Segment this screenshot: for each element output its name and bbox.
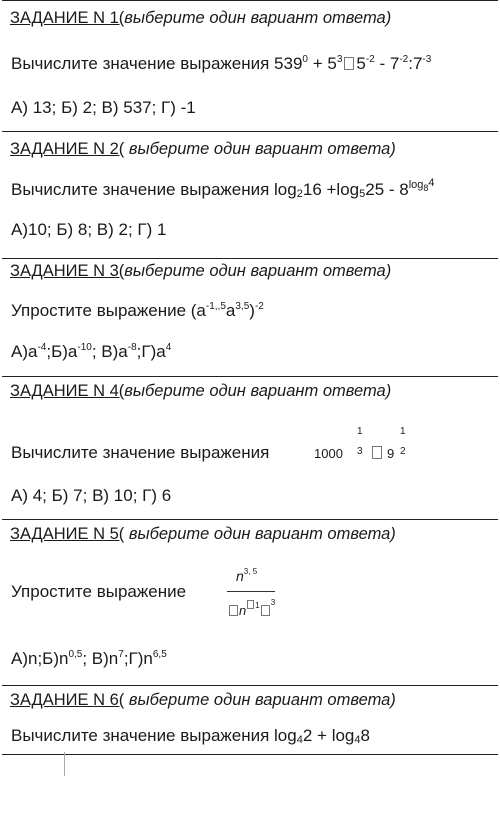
- fraction-bar: [227, 591, 275, 592]
- task-4-frac2-num: 1: [400, 426, 406, 437]
- missing-glyph-icon: [229, 605, 238, 616]
- missing-glyph-icon: [344, 57, 354, 70]
- task-2-answers: А)10; Б) 8; В) 2; Г) 1: [11, 220, 167, 239]
- task-1-title: ЗАДАНИЕ N 1(: [10, 9, 125, 27]
- task-5-answers: $А)n;Б)n^{0,5}$; $В)n^7;Г)n^{6,5}$: [11, 649, 167, 668]
- task-4-number-1000: 1000: [314, 446, 343, 461]
- task-2: [2, 131, 498, 258]
- task-4-frac1-num: 1: [357, 426, 363, 437]
- task-4-number-9: 9: [387, 446, 395, 461]
- task-1-hint: выберите один вариант ответа): [124, 9, 392, 27]
- task-2-title: ЗАДАНИЕ N 2(: [10, 140, 125, 158]
- task-4-title: ЗАДАНИЕ N 4(: [10, 382, 125, 400]
- task-1-answers: А) 13; Б) 2; В) 537; Г) -1: [11, 98, 196, 117]
- task-4-hint: выберите один вариант ответа): [124, 382, 392, 400]
- task-3-title: ЗАДАНИЕ N 3(: [10, 262, 125, 280]
- task-4: [2, 376, 498, 519]
- missing-glyph-icon: [372, 446, 382, 459]
- task-3-expression: Упростите выражение $(a^{-1,,5}a^{3,5})^{-2}$: [11, 301, 264, 320]
- task-6: [2, 685, 498, 755]
- task-6-hint: выберите один вариант ответа): [124, 691, 396, 709]
- task-5-fraction-denominator: n $^1$ $^3$: [229, 600, 275, 618]
- task-1-expression: Вычислите значение выражения $539^0 + 5^3$ $5^{-2}$ - $7^{-2}:7^{-3}$: [11, 54, 432, 73]
- task-6-header: [10, 691, 396, 710]
- task-4-expression: Вычислите значение выражения: [11, 443, 270, 462]
- task-5-fraction-numerator: $n^{3, 5}$: [236, 567, 258, 584]
- task-3: [2, 258, 498, 376]
- missing-glyph-icon: [261, 605, 270, 616]
- task-4-frac1-den: 3: [357, 446, 363, 457]
- task-2-hint: выберите один вариант ответа): [124, 140, 396, 158]
- task-5-hint: выберите один вариант ответа): [124, 525, 396, 543]
- task-5-expression: Упростите выражение: [11, 582, 187, 601]
- task-6-title: ЗАДАНИЕ N 6(: [10, 691, 125, 709]
- task-4-answers: А) 4; Б) 7; В) 10; Г) 6: [11, 486, 172, 505]
- task-6-expression: Вычислите значение выражения $\log_42 + \log_48$: [11, 726, 370, 746]
- task-2-expression: Вычислите значение выражения $\log_216 +\log_525 - 8^{log_84}$: [11, 177, 435, 200]
- task-1: [2, 0, 498, 131]
- task-1-header: [10, 9, 391, 28]
- task-5: [2, 519, 498, 685]
- task-4-frac2-den: 2: [400, 446, 406, 457]
- task-3-header: [10, 262, 391, 281]
- text-cursor: [64, 752, 65, 776]
- task-3-answers: $А)a^{-4};Б)a^{-10}$; $В)a^{-8};Г)a^4$: [11, 342, 172, 361]
- task-2-header: [10, 140, 396, 159]
- task-5-header: [10, 525, 396, 544]
- task-5-title: ЗАДАНИЕ N 5(: [10, 525, 125, 543]
- task-3-hint: выберите один вариант ответа): [124, 262, 392, 280]
- task-4-header: [10, 382, 391, 401]
- missing-glyph-icon: [247, 600, 254, 609]
